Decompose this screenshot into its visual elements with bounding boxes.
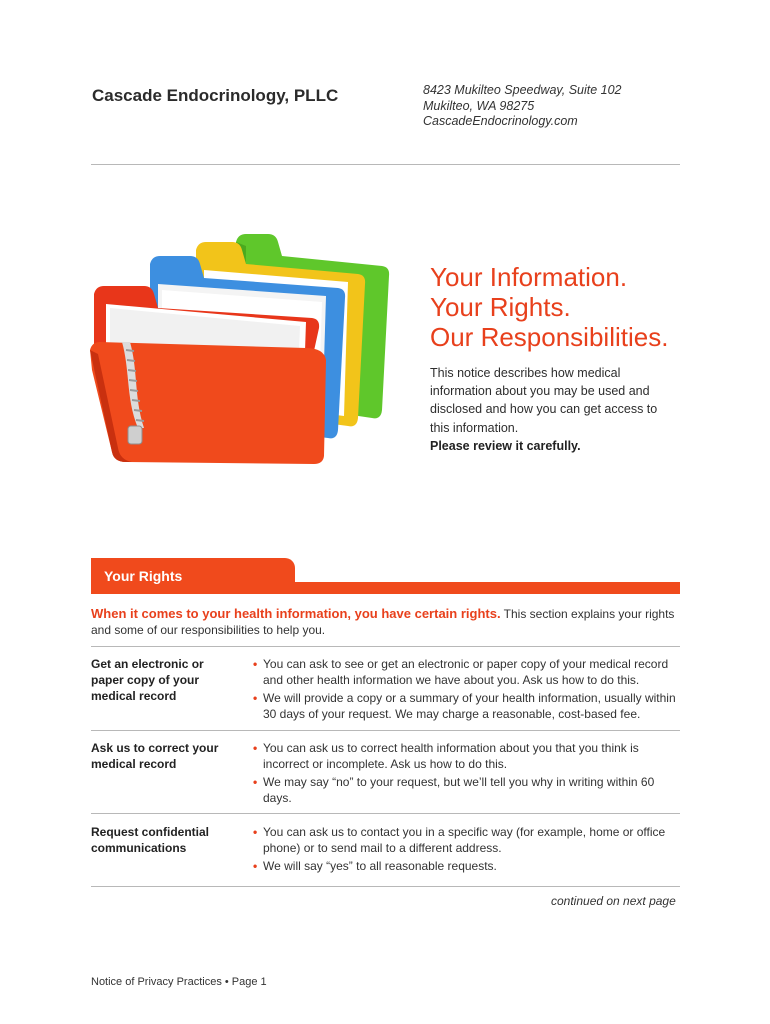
row-bullets — [253, 656, 683, 724]
website-text: CascadeEndocrinology.com — [423, 114, 578, 128]
headline — [430, 262, 668, 352]
continued-note: continued on next page — [551, 894, 676, 908]
intro-emphasis: Please review it carefully. — [430, 438, 581, 453]
row-divider — [91, 886, 680, 887]
section-lead-text: This section explains your rights and some of our responsibilities to help you. — [91, 607, 675, 637]
organization-name: Cascade Endocrinology, PLLC — [92, 86, 339, 105]
address-block — [423, 83, 622, 130]
bullet-item: • We may say “no” to your request, but we’ll tell you why in writing within 60 days. — [253, 774, 683, 806]
row-divider — [91, 813, 680, 814]
page-footer: Notice of Privacy Practices • Page 1 — [91, 976, 267, 988]
header-divider — [91, 164, 680, 165]
intro-paragraph — [430, 364, 660, 455]
headline-line-2: Your Rights. — [430, 292, 571, 322]
bullet-item: • You can ask us to correct health information about you that you think is incorrect or incomplete. Ask us how to do this. — [253, 740, 683, 772]
row-bullets — [253, 824, 683, 876]
bullet-item: • You can ask to see or get an electronic or paper copy of your medical record and other health information we have about you. Ask us how to do this. — [253, 656, 683, 688]
row-label: Request confidential communications — [91, 825, 210, 855]
row-bullets — [253, 740, 683, 808]
section-lead-strong: When it comes to your health information, you have certain rights. — [91, 606, 501, 621]
intro-text: This notice describes how medical information about you may be used and disclosed and how you can get access to this information. — [430, 366, 658, 435]
bullet-item: • We will say “yes” to all reasonable requests. — [253, 858, 683, 874]
colored-file-folders-image — [86, 230, 406, 465]
row-label: Ask us to correct your medical record — [91, 741, 219, 771]
address-line-2: Mukilteo, WA 98275 — [423, 98, 535, 113]
section-title: Your Rights — [104, 568, 183, 584]
section-lead — [91, 606, 686, 638]
bullet-item: • You can ask us to contact you in a specific way (for example, home or office phone) or to send mail to a different address. — [253, 824, 683, 856]
row-divider — [91, 646, 680, 647]
headline-line-1: Your Information. — [430, 262, 628, 292]
bullet-item: • We will provide a copy or a summary of your health information, usually within 30 days of your request. We may charge a reasonable, cost-based fee. — [253, 690, 683, 722]
row-label: Get an electronic or paper copy of your medical record — [91, 657, 204, 703]
row-divider — [91, 730, 680, 731]
address-line-1: 8423 Mukilteo Speedway, Suite 102 — [423, 83, 622, 97]
headline-line-3: Our Responsibilities. — [430, 322, 669, 352]
